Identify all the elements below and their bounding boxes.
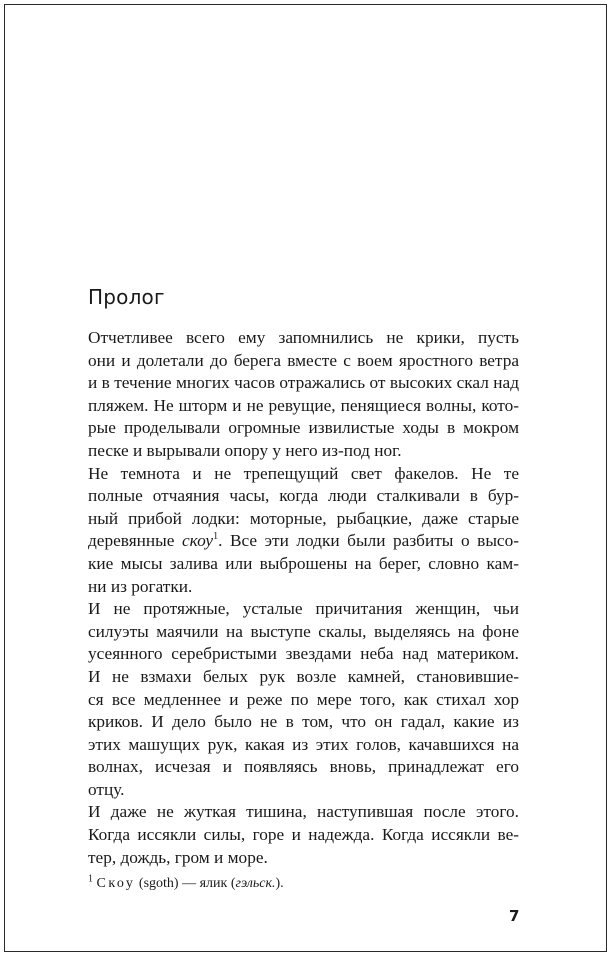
text-line: тер, дождь, гром и море.	[88, 847, 268, 867]
text-line: кие мысы залива или выброшены на берег, словно кам-	[88, 553, 519, 573]
footnote-ref[interactable]: 1	[213, 531, 219, 543]
text-line: И не протяжные, усталые причитания женщин, чьи	[88, 599, 519, 619]
text-line: ни из рогатки.	[88, 576, 193, 596]
footnote-dash: —	[182, 876, 197, 891]
text-line: пляжем. Не шторм и не ревущие, пенящиеся волны, кото-	[88, 395, 519, 415]
text-line: отцу.	[88, 779, 125, 799]
text-line: песке и вырывали опору у него из-под ног.	[88, 440, 402, 460]
footnote-original: (sgoth)	[138, 876, 179, 891]
text-line: ся все медленнее и реже по мере того, как стихал хор	[88, 689, 519, 709]
body-text	[88, 327, 519, 869]
text-line: деревянные скоу$^1$. Все эти лодки были разбиты о высо-	[88, 531, 519, 551]
text-line: волнах, исчезая и появляясь вновь, принадлежат его	[88, 757, 519, 777]
footnote-marker: 1	[88, 873, 93, 885]
text-line: полные отчаяния часы, когда люди сталкивали в бур-	[88, 486, 519, 506]
text-line: рые проделывали огромные извилистые ходы в мокром	[88, 418, 519, 438]
text-line: и в течение многих часов отражались от высоких скал над	[88, 373, 519, 393]
text-line: силуэты маячили на выступе скалы, выделяясь на фоне	[88, 621, 519, 641]
text-line: И не взмахи белых рук возле камней, становившие-	[88, 666, 519, 686]
text-line: Не темнота и не трепещущий свет факелов. Не те	[88, 463, 519, 483]
text-line: этих машущих рук, какая из этих голов, качавшихся на	[88, 734, 519, 754]
text-line: Когда иссякли силы, горе и надежда. Когда иссякли ве-	[88, 825, 519, 845]
text-line: И даже не жуткая тишина, наступившая после этого.	[88, 802, 519, 822]
chapter-title: Пролог	[88, 285, 165, 309]
italic-term: скоу	[182, 531, 214, 551]
footnote-language: гэльск.	[235, 876, 276, 891]
text-line: они и долетали до берега вместе с воем яростного ветра	[88, 350, 519, 370]
text-line: Отчетливее всего ему запомнились не крики, пусть	[88, 328, 519, 347]
page-number: 7	[509, 907, 520, 925]
text-line: ный прибой лодки: моторные, рыбацкие, даже старые	[88, 508, 519, 528]
footnote-meaning: ялик	[199, 876, 228, 891]
footnote-term: Скоу	[96, 876, 136, 891]
footnote: $^1$ Скоу (sgoth) — ялик (гэльск.).	[88, 873, 284, 891]
text-line: усеянного серебристыми звездами неба над материком.	[88, 644, 519, 664]
text-line: криков. И дело было не в том, что он гадал, какие из	[88, 712, 519, 732]
